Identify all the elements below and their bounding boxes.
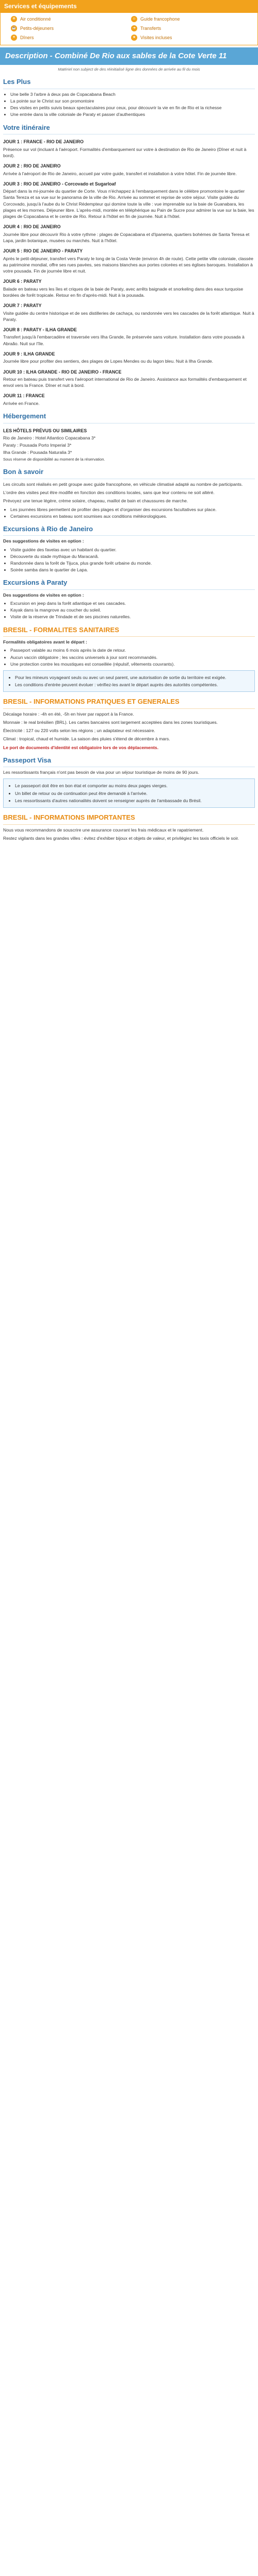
passport-callout	[3, 778, 255, 808]
day-text: Arrivée en France.	[3, 400, 40, 406]
paraty-list	[3, 600, 255, 620]
paragraph: Électricité : 127 ou 220 volts selon les régions ; un adaptateur est nécessaire.	[3, 728, 155, 734]
hotel-line: Paraty : Pousada Porto Imperial 3*	[3, 443, 72, 448]
breakfast-icon: ☕	[11, 25, 17, 31]
hotel-line: Ilha Grande : Pousada Naturalia 3*	[3, 450, 72, 455]
callout-item: • Le passeport doit être en bon état et comporter au moins deux pages vierges.	[15, 783, 250, 789]
service-item: ✦ Dîners	[11, 35, 131, 41]
list-item: • Une protection contre les moustiques est conseillée (répulsif, vêtements couvrants).	[10, 661, 255, 667]
day-text: Présence sur vol (incluant à l'aéroport. Formalités d'embarquement sur votre à destination de Rio de Janeiro (Dîner et nuit à bord).	[3, 146, 247, 158]
service-item: ❄ Air conditionné	[11, 16, 131, 23]
formalities-callout	[3, 670, 255, 692]
callout-item: • Pour les mineurs voyageant seuls ou avec un seul parent, une autorisation de sortie du territoire est exigée.	[15, 674, 250, 681]
callout-item: • Un billet de retour ou de continuation peut être demandé à l'arrivée.	[15, 790, 250, 796]
day-title: JOUR 10 : ILHA GRANDE - RIO DE JANEIRO - FRANCE	[3, 369, 122, 375]
good-to-know-heading: Bon à savoir	[3, 467, 255, 479]
services-grid	[0, 13, 258, 45]
day-title: JOUR 8 : PARATY - ILHA GRANDE	[3, 327, 77, 332]
itinerary-list	[3, 139, 255, 406]
paragraph: L'ordre des visites peut être modifié en fonction des conditions locales, sans que leur contenu ne soit altéré.	[3, 490, 215, 496]
day-title: JOUR 3 : RIO DE JANEIRO - Corcovado et Sugarloaf	[3, 181, 116, 187]
callout-item: • Les ressortissants d'autres nationalités doivent se renseigner auprès de l'ambassade du Brésil.	[15, 798, 250, 804]
passport-text: Les ressortissants français n'ont pas besoin de visa pour un séjour touristique de moins de 90 jours.	[3, 770, 199, 775]
list-item: • Randonnée dans la forêt de Tijuca, plus grande forêt urbaine du monde.	[10, 560, 255, 566]
list-item: • Kayak dans la mangrove au coucher du soleil.	[10, 607, 255, 613]
rio-excursions-heading: Excursions à Rio de Janeiro	[3, 524, 255, 536]
callout-item: • Les conditions d'entrée peuvent évoluer : vérifiez-les avant le départ auprès des autorités compétentes.	[15, 682, 250, 688]
service-item: ☕ Petits-déjeuners	[11, 25, 54, 31]
day-text: Retour en bateau puis transfert vers l'aéroport international de Rio de Janeiro. Assistance aux formalités d'embarquement et envol vers la France. Dîner et nuit à bord.	[3, 377, 247, 388]
day-title: JOUR 2 : RIO DE JANEIRO	[3, 163, 61, 169]
day-text: Arrivée à l'aéroport de Rio de Janeiro, accueil par votre guide, transfert et installation à votre hôtel. Fin de journée libre.	[3, 171, 237, 176]
list-item: • Excursion en jeep dans la forêt atlantique et ses cascades.	[10, 600, 255, 606]
service-item: ★ Visites incluses	[131, 35, 251, 41]
description-banner: Description - Combiné De Rio aux sables de la Cote Verte 11	[0, 47, 258, 64]
day-text: Balade en bateau vers les îles et criques de la baie de Paraty, avec arrêts baignade et snorkeling dans des eaux turquoise bordées de forêt tropicale. Retour en fin d'après-midi. Nuit à la pousada.	[3, 286, 244, 298]
good-to-know-notes	[3, 506, 255, 519]
list-item: • Une entrée dans la ville coloniale de Paraty et passer d'authentiques	[10, 111, 255, 117]
list-item: • Visite de la réserve de Trindade et de ses piscines naturelles.	[10, 614, 255, 620]
hotel-line: Rio de Janeiro : Hotel Atlantico Copacabana 3*	[3, 435, 96, 441]
list-item: • Certaines excursions en bateau sont soumises aux conditions météorologiques.	[10, 513, 255, 519]
list-item: • Aucun vaccin obligatoire ; les vaccins universels à jour sont recommandés.	[10, 654, 255, 660]
day-title: JOUR 1 : FRANCE - RIO DE JANEIRO	[3, 139, 84, 145]
accommodation-heading: Hébergement	[3, 412, 255, 423]
list-item: • Une belle 3 l'arbre à deux pas de Copacabana Beach	[10, 91, 255, 97]
service-item: ☺ Guide francophone	[131, 16, 251, 23]
day-text: Journée libre pour découvrir Rio à votre rythme : plages de Copacabana et d'Ipanema, quartiers bohèmes de Santa Teresa et Lapa, jardin botanique, musées ou marchés. Nuit à l'hôtel.	[3, 231, 250, 243]
formalities-lead: Formalités obligatoires avant le départ :	[3, 639, 87, 645]
highlights-list	[3, 91, 255, 118]
paragraph: Restez vigilants dans les grandes villes : évitez d'exhiber bijoux et objets de valeur, et privilégiez les taxis officiels le soir.	[3, 835, 239, 841]
paragraph: Prévoyez une tenue légère, crème solaire, chapeau, maillot de bain et chaussures de marche.	[3, 498, 188, 504]
service-item: ➜ Transferts	[131, 25, 251, 32]
paraty-excursions-heading: Excursions à Paraty	[3, 578, 255, 589]
guide-icon: ☺	[131, 16, 137, 22]
list-item: • Découverte du stade mythique du Maracanã.	[10, 553, 255, 560]
day-text: Après le petit-déjeuner, transfert vers Paraty le long de la Costa Verde (environ 4h de route). Cette petite ville coloniale, classée au patrimoine mondial, offre ses rues pavées, ses maisons blanches aux portes colorées et ses églises baroques. Installation à votre pousada. Fin de journée libre et nuit.	[3, 256, 253, 274]
list-item: • Visite guidée des favelas avec un habitant du quartier.	[10, 547, 255, 553]
transfer-icon: ➜	[131, 25, 137, 31]
formalities-heading: BRESIL - FORMALITES SANITAIRES	[3, 625, 255, 637]
general-info-heading: BRESIL - INFORMATIONS PRATIQUES ET GENERALES	[3, 697, 255, 708]
formalities-list	[3, 647, 255, 667]
page	[0, 0, 258, 850]
paragraph: Nous vous recommandons de souscrire une assurance couvrant les frais médicaux et le rapatriement.	[3, 827, 204, 833]
list-item: • Passeport valable au moins 6 mois après la date de retour.	[10, 647, 255, 653]
paraty-intro: Des suggestions de visites en option :	[3, 592, 84, 598]
dinner-icon: ✦	[11, 35, 17, 41]
day-title: JOUR 9 : ILHA GRANDE	[3, 351, 55, 357]
important-info-heading: BRESIL - INFORMATIONS IMPORTANTES	[3, 813, 255, 824]
rio-list	[3, 547, 255, 573]
paragraph: Décalage horaire : -4h en été, -5h en hiver par rapport à la France.	[3, 711, 134, 717]
paragraph: Monnaie : le real brésilien (BRL). Les cartes bancaires sont largement acceptées dans les zones touristiques.	[3, 719, 218, 725]
passport-heading: Passeport Visa	[3, 756, 255, 767]
list-item: • Les journées libres permettent de profiter des plages et d'organiser des excursions facultatives sur place.	[10, 506, 255, 513]
paragraph: Climat : tropical, chaud et humide. La saison des pluies s'étend de décembre à mars.	[3, 736, 170, 742]
day-text: Journée libre pour profiter des sentiers, des plages de Lopes Mendes ou du lagon bleu. Nuit à Ilha Grande.	[3, 359, 214, 364]
day-text: Départ dans la mi-journée du quartier de Corte. Vous n'échappez à l'embarquement dans le célèbre promontoire le quartier Santa Tereza et sa vue sur le panorama de la ville de Rio. Arrivée au sommet et reprise de votre séjour. Visite guidée du Corcovado, jusqu'à l'aube du le Christ Rédempteur qui domine toute la ville : vue imprenable sur la baie de Guanabara, les plages et les mornes. Déjeuner libre. L'après-midi, montée en téléphérique au Pain de Sucre pour admirer la vue sur la baie, les plages de Copacabana et le centre de Rio. Retour à l'hôtel en fin de journée. Nuit à l'hôtel.	[3, 189, 254, 219]
list-item: • Soirée samba dans le quartier de Lapa.	[10, 567, 255, 573]
day-title: JOUR 7 : PARATY	[3, 303, 42, 309]
general-info-highlight: Le port de documents d'identité est obligatoire lors de vos déplacements.	[3, 744, 158, 750]
day-title: JOUR 4 : RIO DE JANEIRO	[3, 224, 61, 230]
air-conditioning-icon: ❄	[11, 16, 17, 22]
day-text: Visite guidée du centre historique et de ses distilleries de cachaça, ou randonnée vers les cascades de la forêt atlantique. Nuit à Paraty.	[3, 310, 254, 322]
services-title: Services et équipements	[0, 0, 258, 13]
accommodation-subheading: LES HÔTELS PRÉVUS OU SIMILAIRES	[3, 428, 87, 433]
list-item: • La pointe sur le Christ sur son promontoire	[10, 98, 255, 104]
description-intro: Matériel non subject de des réinitialisé ligne des données de arrivée au fil du mois	[58, 66, 200, 72]
day-title: JOUR 11 : FRANCE	[3, 393, 45, 399]
day-title: JOUR 6 : PARATY	[3, 279, 42, 284]
day-title: JOUR 5 : RIO DE JANEIRO - PARATY	[3, 248, 83, 254]
highlights-heading: Les Plus	[3, 77, 255, 89]
itinerary-heading: Votre itinéraire	[3, 123, 255, 134]
paragraph: Les circuits sont réalisés en petit groupe avec guide francophone, en véhicule climatisé adapté au nombre de participants.	[3, 481, 243, 487]
accommodation-note: Sous réserve de disponibilité au moment de la réservation.	[3, 456, 105, 462]
day-text: Transfert jusqu'à l'embarcadère et traversée vers Ilha Grande, île préservée sans voiture. Installation dans votre pousada à Abraão. Nuit sur l'île.	[3, 334, 245, 346]
rio-intro: Des suggestions de visites en option :	[3, 538, 84, 544]
list-item: • Des visites en petits suivis beaux spectaculaires pour ceux, pour découvrir la vie en fin de Rio et la richesse	[10, 105, 255, 111]
visits-icon: ★	[131, 35, 137, 41]
